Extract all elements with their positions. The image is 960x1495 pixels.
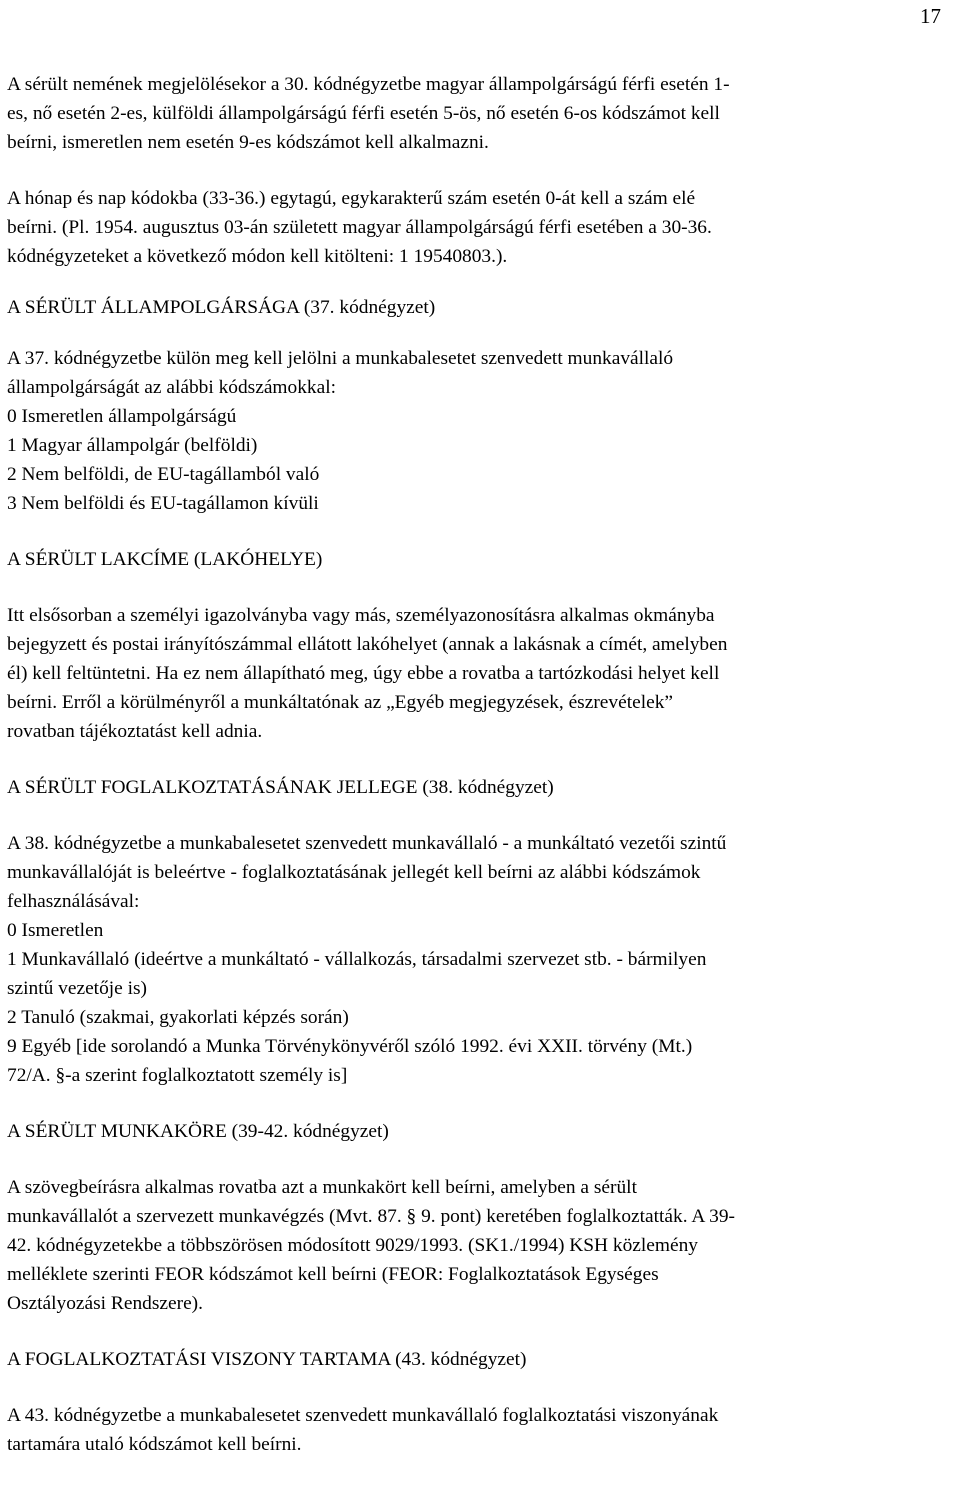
paragraph-gender-codes <box>7 70 953 157</box>
paragraph-citizenship-codes <box>7 344 953 518</box>
paragraph-employment-codes <box>7 829 953 1090</box>
text-line: A 43. kódnégyzetbe a munkabalesetet szenvedett munkavállaló foglalkoztatási viszonyának <box>7 1405 719 1426</box>
text-line: A 37. kódnégyzetbe külön meg kell jelölni a munkabalesetet szenvedett munkavállaló <box>7 348 674 369</box>
code-list-item: 9 Egyéb [ide sorolandó a Munka Törvénykönyvéről szóló 1992. évi XXII. törvény (Mt.) <box>7 1036 693 1057</box>
text-line: A hónap és nap kódokba (33-36.) egytagú, egykarakterű szám esetén 0-át kell a szám elé <box>7 188 696 209</box>
page-number: 17 <box>920 4 941 28</box>
section-heading-citizenship <box>7 293 953 322</box>
section-heading-address <box>7 545 953 574</box>
heading-text: A FOGLALKOZTATÁSI VISZONY TARTAMA (43. kódnégyzet) <box>7 1349 527 1370</box>
text-line: tartamára utaló kódszámot kell beírni. <box>7 1434 302 1455</box>
paragraph-employment-duration <box>7 1401 953 1459</box>
heading-text: A SÉRÜLT FOGLALKOZTATÁSÁNAK JELLEGE (38. kódnégyzet) <box>7 777 554 798</box>
text-line: szintű vezetője is) <box>7 978 147 999</box>
heading-text: A SÉRÜLT ÁLLAMPOLGÁRSÁGA (37. kódnégyzet) <box>7 297 436 318</box>
document-body <box>7 70 953 1459</box>
section-heading-employment-duration <box>7 1345 953 1374</box>
code-list-item: 0 Ismeretlen <box>7 920 104 941</box>
text-line: bejegyzett és postai irányítószámmal ellátott lakóhelyet (annak a lakásnak a címét, amelyben <box>7 634 728 655</box>
text-line: állampolgárságát az alábbi kódszámokkal: <box>7 377 336 398</box>
text-line: melléklete szerinti FEOR kódszámot kell beírni (FEOR: Foglalkoztatások Egységes <box>7 1264 659 1285</box>
text-line: munkavállalót a szervezett munkavégzés (Mvt. 87. § 9. pont) keretében foglalkoztatták. A 39- <box>7 1206 735 1227</box>
text-line: A sérült nemének megjelölésekor a 30. kódnégyzetbe magyar állampolgárságú férfi esetén 1- <box>7 74 730 95</box>
text-line: beírni. Erről a körülményről a munkáltatónak az „Egyéb megjegyzések, észrevételek” <box>7 692 673 713</box>
text-line: es, nő esetén 2-es, külföldi állampolgárságú férfi esetén 5-ös, nő esetén 6-os kódszámot kell <box>7 103 720 124</box>
text-line: felhasználásával: <box>7 891 140 912</box>
text-line: munkavállalóját is beleértve - foglalkoztatásának jellegét kell beírni az alábbi kódszámok <box>7 862 701 883</box>
section-heading-employment-type <box>7 773 953 802</box>
text-line: Osztályozási Rendszere). <box>7 1293 203 1314</box>
text-line: rovatban tájékoztatást kell adnia. <box>7 721 263 742</box>
text-line: A 38. kódnégyzetbe a munkabalesetet szenvedett munkavállaló - a munkáltató vezetői szintű <box>7 833 727 854</box>
text-line: A szövegbeírásra alkalmas rovatba azt a munkakört kell beírni, amelyben a sérült <box>7 1177 637 1198</box>
code-list-item: 3 Nem belföldi és EU-tagállamon kívüli <box>7 493 319 514</box>
text-line: 42. kódnégyzetekbe a többszörösen módosított 9029/1993. (SK1./1994) KSH közlemény <box>7 1235 698 1256</box>
text-line: 72/A. §-a szerint foglalkoztatott személy is] <box>7 1065 348 1086</box>
section-heading-job <box>7 1117 953 1146</box>
text-line: beírni. (Pl. 1954. augusztus 03-án született magyar állampolgárságú férfi esetében a 30-36. <box>7 217 712 238</box>
code-list-item: 2 Tanuló (szakmai, gyakorlati képzés során) <box>7 1007 349 1028</box>
text-line: él) kell feltüntetni. Ha ez nem állapítható meg, úgy ebbe a rovatba a tartózkodási helyet kell <box>7 663 720 684</box>
code-list-item: 2 Nem belföldi, de EU-tagállamból való <box>7 464 320 485</box>
text-line: Itt elsősorban a személyi igazolványba vagy más, személyazonosításra alkalmas okmányba <box>7 605 715 626</box>
paragraph-address <box>7 601 953 746</box>
heading-text: A SÉRÜLT LAKCÍME (LAKÓHELYE) <box>7 549 323 570</box>
heading-text: A SÉRÜLT MUNKAKÖRE (39-42. kódnégyzet) <box>7 1121 389 1142</box>
text-line: beírni, ismeretlen nem esetén 9-es kódszámot kell alkalmazni. <box>7 132 489 153</box>
code-list-item: 0 Ismeretlen állampolgárságú <box>7 406 237 427</box>
code-list-item: 1 Munkavállaló (ideértve a munkáltató - vállalkozás, társadalmi szervezet stb. - bármilyen <box>7 949 707 970</box>
paragraph-month-day-codes <box>7 184 953 271</box>
paragraph-job <box>7 1173 953 1318</box>
text-line: kódnégyzeteket a következő módon kell kitölteni: 1 19540803.). <box>7 246 508 267</box>
code-list-item: 1 Magyar állampolgár (belföldi) <box>7 435 258 456</box>
